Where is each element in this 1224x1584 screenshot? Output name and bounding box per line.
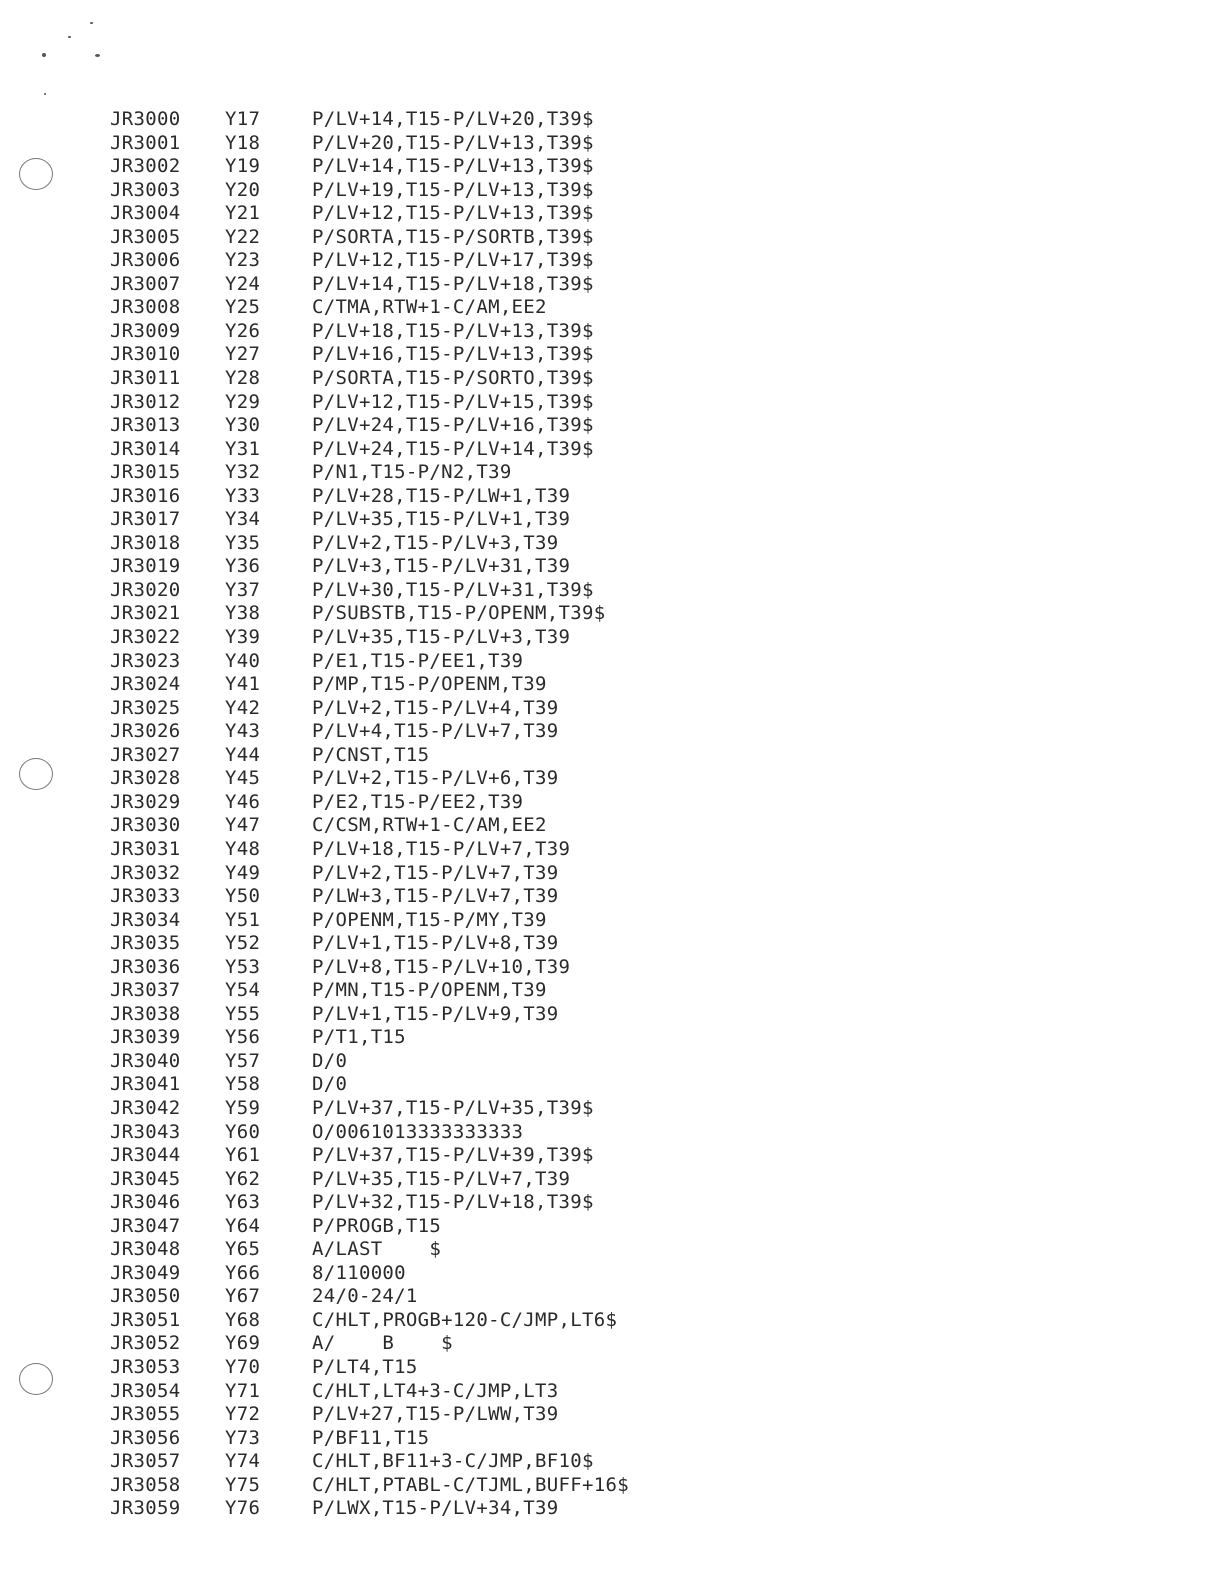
line-label: JR3000 [110, 108, 181, 130]
line-label: JR3057 [110, 1450, 181, 1473]
line-statement: P/CNST,T15 [312, 743, 430, 766]
scan-speck [44, 93, 46, 95]
line-statement: 24/0-24/1 [312, 1285, 418, 1308]
line-label: JR3019 [110, 555, 181, 578]
listing-line [110, 555, 1110, 579]
line-statement: P/LT4,T15 [312, 1355, 418, 1378]
line-sequence: Y41 [225, 673, 261, 696]
listing-line [110, 155, 1110, 179]
line-sequence: Y38 [225, 602, 261, 625]
line-sequence: Y39 [225, 626, 261, 649]
line-statement: P/LV+24,T15-P/LV+14,T39$ [312, 437, 594, 460]
line-statement: P/PROGB,T15 [312, 1214, 442, 1237]
line-statement: C/HLT,PROGB+120-C/JMP,LT6$ [312, 1308, 618, 1331]
listing-line [110, 1285, 1110, 1309]
listing-line [110, 391, 1110, 415]
listing-line [110, 1332, 1110, 1356]
line-sequence: Y63 [225, 1191, 261, 1214]
line-sequence: Y42 [225, 696, 261, 719]
line-sequence: Y28 [225, 367, 261, 390]
listing-line [110, 485, 1110, 509]
line-sequence: Y17 [225, 108, 261, 130]
line-sequence: Y58 [225, 1073, 261, 1096]
line-statement: P/LV+18,T15-P/LV+13,T39$ [312, 319, 594, 342]
line-sequence: Y74 [225, 1450, 261, 1473]
listing-line [110, 767, 1110, 791]
line-label: JR3003 [110, 178, 181, 201]
line-statement: D/0 [312, 1073, 348, 1096]
line-label: JR3010 [110, 343, 181, 366]
line-statement: O/0061013333333333 [312, 1120, 524, 1143]
line-label: JR3016 [110, 484, 181, 507]
line-label: JR3030 [110, 814, 181, 837]
line-label: JR3008 [110, 296, 181, 319]
line-label: JR3049 [110, 1261, 181, 1284]
line-label: JR3042 [110, 1096, 181, 1119]
line-label: JR3039 [110, 1026, 181, 1049]
line-statement: P/LV+1,T15-P/LV+8,T39 [312, 932, 559, 955]
binder-hole-middle [19, 758, 53, 790]
line-statement: P/LV+32,T15-P/LV+18,T39$ [312, 1191, 594, 1214]
line-statement: P/OPENM,T15-P/MY,T39 [312, 908, 547, 931]
line-statement: P/N1,T15-P/N2,T39 [312, 461, 512, 484]
line-sequence: Y50 [225, 885, 261, 908]
listing-line [110, 1356, 1110, 1380]
line-statement: A/LAST $ [312, 1238, 442, 1261]
line-statement: C/HLT,BF11+3-C/JMP,BF10$ [312, 1450, 594, 1473]
line-label: JR3058 [110, 1473, 181, 1496]
listing-line [110, 1427, 1110, 1451]
line-label: JR3014 [110, 437, 181, 460]
line-sequence: Y56 [225, 1026, 261, 1049]
line-statement: P/LV+35,T15-P/LV+7,T39 [312, 1167, 571, 1190]
line-statement: P/LV+1,T15-P/LV+9,T39 [312, 1002, 559, 1025]
line-label: JR3018 [110, 531, 181, 554]
line-sequence: Y70 [225, 1355, 261, 1378]
line-statement: C/HLT,LT4+3-C/JMP,LT3 [312, 1379, 559, 1402]
line-statement: P/LV+2,T15-P/LV+6,T39 [312, 767, 559, 790]
line-label: JR3025 [110, 696, 181, 719]
listing-line [110, 532, 1110, 556]
binder-hole-top [19, 158, 53, 190]
listing-line [110, 720, 1110, 744]
line-statement: P/LV+27,T15-P/LWW,T39 [312, 1403, 559, 1426]
line-sequence: Y45 [225, 767, 261, 790]
line-sequence: Y67 [225, 1285, 261, 1308]
listing-line [110, 320, 1110, 344]
line-sequence: Y37 [225, 578, 261, 601]
line-label: JR3005 [110, 225, 181, 248]
line-sequence: Y61 [225, 1144, 261, 1167]
line-statement: D/0 [312, 1049, 348, 1072]
line-statement: C/TMA,RTW+1-C/AM,EE2 [312, 296, 547, 319]
line-sequence: Y51 [225, 908, 261, 931]
listing-line [110, 791, 1110, 815]
line-sequence: Y46 [225, 790, 261, 813]
line-label: JR3056 [110, 1426, 181, 1449]
listing-line [110, 1168, 1110, 1192]
line-statement: P/LV+19,T15-P/LV+13,T39$ [312, 178, 594, 201]
listing-line [110, 697, 1110, 721]
listing-line [110, 1121, 1110, 1145]
line-statement: P/SORTA,T15-P/SORTB,T39$ [312, 225, 594, 248]
line-label: JR3037 [110, 979, 181, 1002]
line-label: JR3020 [110, 578, 181, 601]
listing-line [110, 673, 1110, 697]
line-label: JR3059 [110, 1497, 181, 1520]
program-listing [110, 108, 1110, 1521]
line-statement: P/LV+37,T15-P/LV+39,T39$ [312, 1144, 594, 1167]
listing-line [110, 179, 1110, 203]
line-statement: C/HLT,PTABL-C/TJML,BUFF+16$ [312, 1473, 629, 1496]
listing-line [110, 1073, 1110, 1097]
line-sequence: Y32 [225, 461, 261, 484]
line-label: JR3029 [110, 790, 181, 813]
line-sequence: Y36 [225, 555, 261, 578]
line-sequence: Y24 [225, 272, 261, 295]
line-sequence: Y55 [225, 1002, 261, 1025]
line-sequence: Y48 [225, 837, 261, 860]
line-sequence: Y40 [225, 649, 261, 672]
listing-line [110, 132, 1110, 156]
line-label: JR3024 [110, 673, 181, 696]
listing-line [110, 1497, 1110, 1521]
listing-line [110, 862, 1110, 886]
listing-line [110, 814, 1110, 838]
listing-line [110, 1144, 1110, 1168]
line-sequence: Y47 [225, 814, 261, 837]
line-sequence: Y54 [225, 979, 261, 1002]
line-sequence: Y34 [225, 508, 261, 531]
scan-speck [68, 36, 71, 38]
line-statement: P/BF11,T15 [312, 1426, 430, 1449]
line-statement: P/LV+14,T15-P/LV+20,T39$ [312, 108, 594, 130]
listing-line [110, 414, 1110, 438]
line-statement: P/MN,T15-P/OPENM,T39 [312, 979, 547, 1002]
line-label: JR3043 [110, 1120, 181, 1143]
line-label: JR3012 [110, 390, 181, 413]
listing-line [110, 909, 1110, 933]
listing-line [110, 1262, 1110, 1286]
listing-line [110, 1238, 1110, 1262]
line-statement: A/ B $ [312, 1332, 453, 1355]
line-sequence: Y27 [225, 343, 261, 366]
scan-speck [95, 54, 100, 57]
line-sequence: Y25 [225, 296, 261, 319]
line-statement: 8/110000 [312, 1261, 406, 1284]
listing-line [110, 508, 1110, 532]
listing-line [110, 1026, 1110, 1050]
line-statement: P/LV+12,T15-P/LV+15,T39$ [312, 390, 594, 413]
line-label: JR3022 [110, 626, 181, 649]
line-label: JR3007 [110, 272, 181, 295]
listing-line [110, 1474, 1110, 1498]
line-statement: P/LV+3,T15-P/LV+31,T39 [312, 555, 571, 578]
line-sequence: Y69 [225, 1332, 261, 1355]
line-label: JR3036 [110, 955, 181, 978]
line-statement: P/SUBSTB,T15-P/OPENM,T39$ [312, 602, 606, 625]
line-statement: P/E2,T15-P/EE2,T39 [312, 790, 524, 813]
line-statement: P/E1,T15-P/EE1,T39 [312, 649, 524, 672]
line-label: JR3027 [110, 743, 181, 766]
listing-line [110, 1450, 1110, 1474]
line-sequence: Y21 [225, 202, 261, 225]
listing-line [110, 1097, 1110, 1121]
line-label: JR3051 [110, 1308, 181, 1331]
line-label: JR3028 [110, 767, 181, 790]
line-label: JR3035 [110, 932, 181, 955]
line-statement: P/LV+30,T15-P/LV+31,T39$ [312, 578, 594, 601]
line-sequence: Y30 [225, 414, 261, 437]
line-sequence: Y73 [225, 1426, 261, 1449]
line-sequence: Y76 [225, 1497, 261, 1520]
listing-line [110, 461, 1110, 485]
line-sequence: Y65 [225, 1238, 261, 1261]
line-sequence: Y59 [225, 1096, 261, 1119]
line-label: JR3044 [110, 1144, 181, 1167]
line-statement: P/SORTA,T15-P/SORTO,T39$ [312, 367, 594, 390]
line-statement: P/LV+8,T15-P/LV+10,T39 [312, 955, 571, 978]
line-label: JR3052 [110, 1332, 181, 1355]
listing-line [110, 1309, 1110, 1333]
listing-line [110, 650, 1110, 674]
line-label: JR3031 [110, 837, 181, 860]
line-label: JR3041 [110, 1073, 181, 1096]
line-label: JR3006 [110, 249, 181, 272]
line-statement: P/LV+2,T15-P/LV+7,T39 [312, 861, 559, 884]
line-sequence: Y75 [225, 1473, 261, 1496]
line-sequence: Y52 [225, 932, 261, 955]
line-sequence: Y26 [225, 319, 261, 342]
listing-line [110, 579, 1110, 603]
listing-line [110, 367, 1110, 391]
listing-line [110, 273, 1110, 297]
line-label: JR3023 [110, 649, 181, 672]
line-label: JR3045 [110, 1167, 181, 1190]
listing-line [110, 979, 1110, 1003]
line-statement: P/LWX,T15-P/LV+34,T39 [312, 1497, 559, 1520]
line-sequence: Y19 [225, 155, 261, 178]
listing-line [110, 1003, 1110, 1027]
line-label: JR3004 [110, 202, 181, 225]
listing-line [110, 226, 1110, 250]
line-label: JR3034 [110, 908, 181, 931]
line-sequence: Y49 [225, 861, 261, 884]
line-label: JR3021 [110, 602, 181, 625]
listing-line [110, 438, 1110, 462]
line-sequence: Y33 [225, 484, 261, 507]
line-label: JR3017 [110, 508, 181, 531]
line-statement: P/LV+12,T15-P/LV+17,T39$ [312, 249, 594, 272]
line-statement: P/LV+24,T15-P/LV+16,T39$ [312, 414, 594, 437]
line-label: JR3048 [110, 1238, 181, 1261]
line-sequence: Y72 [225, 1403, 261, 1426]
line-label: JR3038 [110, 1002, 181, 1025]
line-label: JR3009 [110, 319, 181, 342]
line-label: JR3001 [110, 131, 181, 154]
line-statement: P/LV+14,T15-P/LV+13,T39$ [312, 155, 594, 178]
line-sequence: Y29 [225, 390, 261, 413]
line-statement: P/LV+37,T15-P/LV+35,T39$ [312, 1096, 594, 1119]
line-sequence: Y62 [225, 1167, 261, 1190]
line-label: JR3032 [110, 861, 181, 884]
listing-line [110, 626, 1110, 650]
line-label: JR3033 [110, 885, 181, 908]
listing-line [110, 838, 1110, 862]
line-label: JR3013 [110, 414, 181, 437]
listing-line [110, 202, 1110, 226]
listing-line [110, 1380, 1110, 1404]
line-sequence: Y66 [225, 1261, 261, 1284]
line-sequence: Y22 [225, 225, 261, 248]
line-label: JR3015 [110, 461, 181, 484]
line-sequence: Y44 [225, 743, 261, 766]
listing-line [110, 602, 1110, 626]
line-statement: P/LV+4,T15-P/LV+7,T39 [312, 720, 559, 743]
line-statement: P/LV+2,T15-P/LV+3,T39 [312, 531, 559, 554]
line-sequence: Y20 [225, 178, 261, 201]
line-statement: P/LV+14,T15-P/LV+18,T39$ [312, 272, 594, 295]
listing-line [110, 108, 1110, 132]
line-statement: P/LV+35,T15-P/LV+1,T39 [312, 508, 571, 531]
line-sequence: Y35 [225, 531, 261, 554]
line-sequence: Y64 [225, 1214, 261, 1237]
line-sequence: Y18 [225, 131, 261, 154]
listing-line [110, 744, 1110, 768]
line-statement: P/LV+20,T15-P/LV+13,T39$ [312, 131, 594, 154]
line-label: JR3053 [110, 1355, 181, 1378]
line-statement: P/T1,T15 [312, 1026, 406, 1049]
line-label: JR3011 [110, 367, 181, 390]
listing-line [110, 1050, 1110, 1074]
listing-line [110, 1215, 1110, 1239]
line-sequence: Y53 [225, 955, 261, 978]
listing-line [110, 885, 1110, 909]
listing-line [110, 343, 1110, 367]
line-statement: P/LV+16,T15-P/LV+13,T39$ [312, 343, 594, 366]
line-label: JR3054 [110, 1379, 181, 1402]
line-label: JR3047 [110, 1214, 181, 1237]
scan-speck [42, 53, 46, 57]
listing-line [110, 249, 1110, 273]
line-sequence: Y71 [225, 1379, 261, 1402]
line-statement: P/LV+35,T15-P/LV+3,T39 [312, 626, 571, 649]
line-sequence: Y57 [225, 1049, 261, 1072]
line-statement: P/LV+2,T15-P/LV+4,T39 [312, 696, 559, 719]
line-sequence: Y60 [225, 1120, 261, 1143]
line-label: JR3055 [110, 1403, 181, 1426]
line-label: JR3002 [110, 155, 181, 178]
listing-line [110, 1403, 1110, 1427]
line-label: JR3050 [110, 1285, 181, 1308]
line-sequence: Y68 [225, 1308, 261, 1331]
line-sequence: Y31 [225, 437, 261, 460]
listing-line [110, 956, 1110, 980]
line-label: JR3040 [110, 1049, 181, 1072]
listing-line [110, 932, 1110, 956]
line-sequence: Y23 [225, 249, 261, 272]
line-statement: P/LV+18,T15-P/LV+7,T39 [312, 837, 571, 860]
line-statement: P/LV+28,T15-P/LW+1,T39 [312, 484, 571, 507]
listing-line [110, 296, 1110, 320]
scan-speck [90, 22, 93, 24]
line-sequence: Y43 [225, 720, 261, 743]
line-label: JR3026 [110, 720, 181, 743]
line-statement: C/CSM,RTW+1-C/AM,EE2 [312, 814, 547, 837]
line-label: JR3046 [110, 1191, 181, 1214]
binder-hole-bottom [19, 1363, 53, 1395]
line-statement: P/LW+3,T15-P/LV+7,T39 [312, 885, 559, 908]
line-statement: P/LV+12,T15-P/LV+13,T39$ [312, 202, 594, 225]
listing-line [110, 1191, 1110, 1215]
line-statement: P/MP,T15-P/OPENM,T39 [312, 673, 547, 696]
